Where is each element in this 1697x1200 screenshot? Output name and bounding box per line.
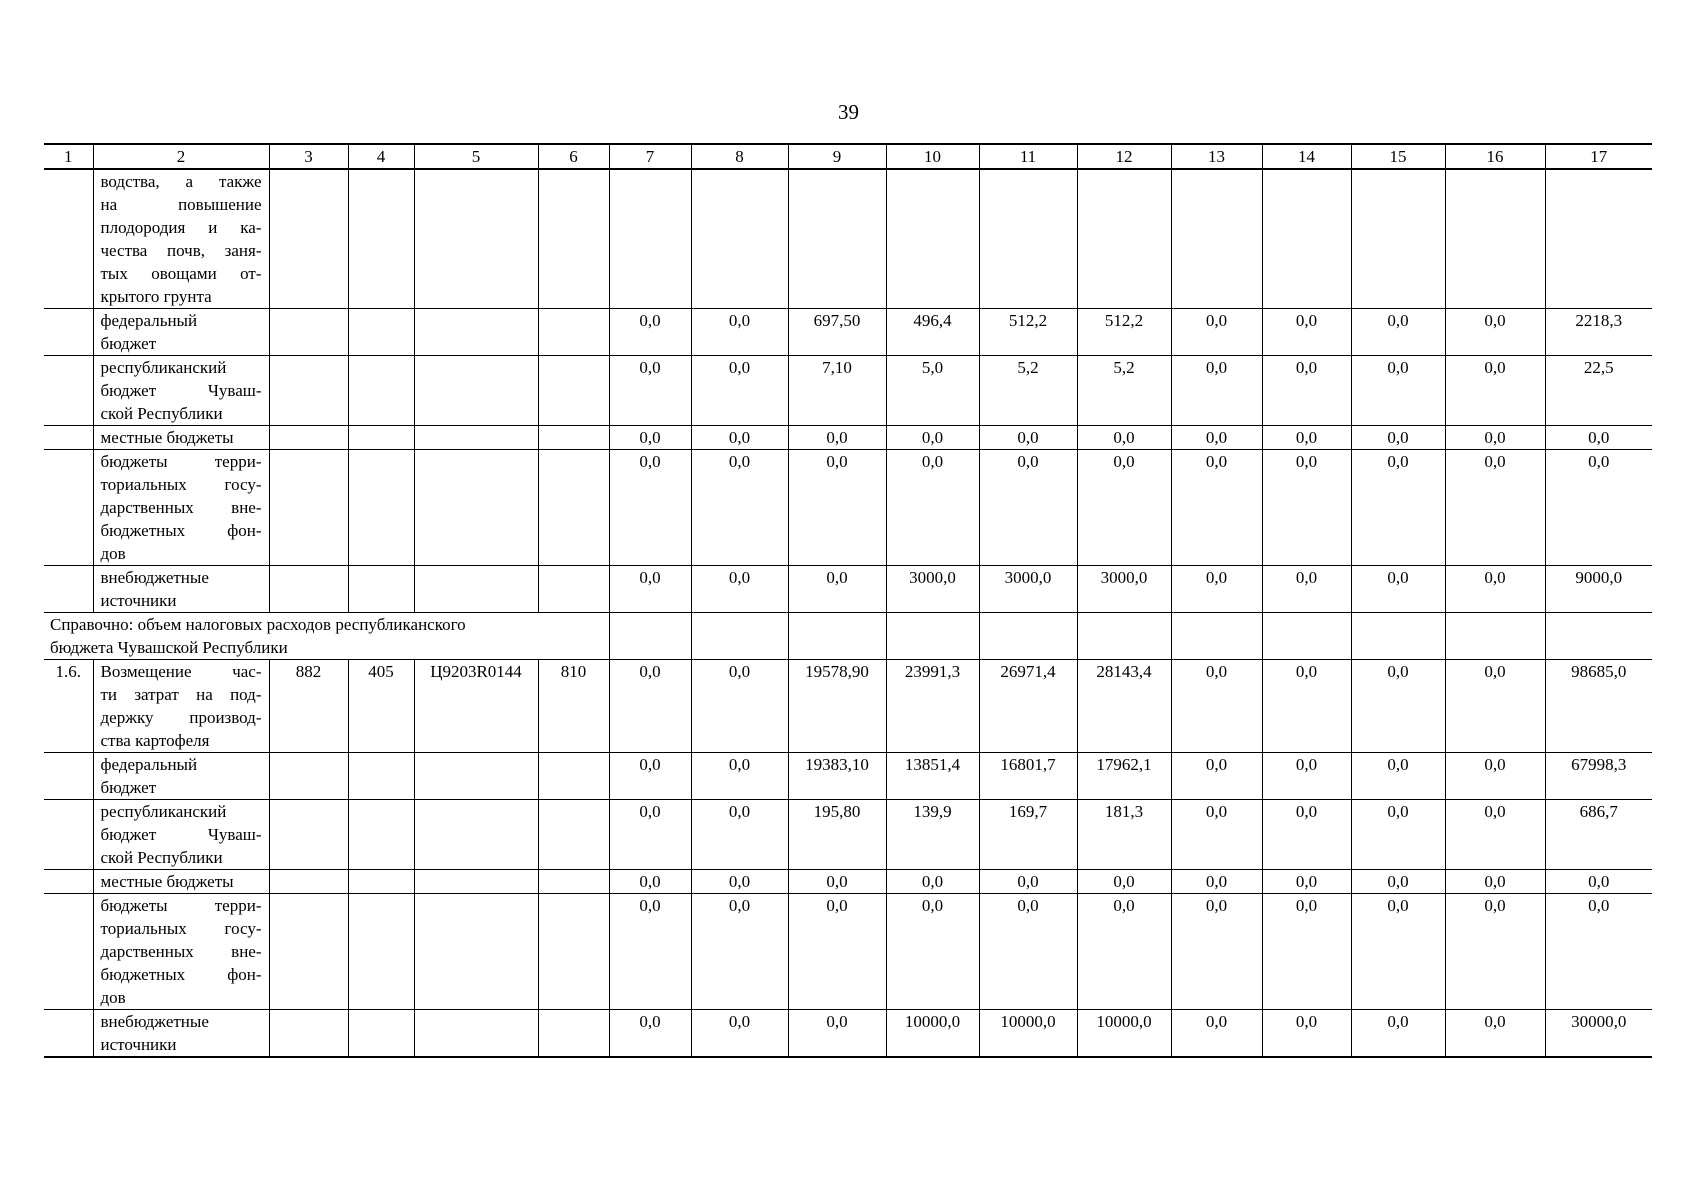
value-cell: 697,50 bbox=[788, 309, 886, 356]
empty-cell bbox=[1171, 169, 1262, 309]
table-row bbox=[44, 566, 1652, 613]
label-line: плодородия и ка- bbox=[100, 218, 262, 237]
value-cell: 3000,0 bbox=[979, 566, 1077, 613]
value-cell: 3000,0 bbox=[886, 566, 979, 613]
empty-cell bbox=[44, 450, 93, 566]
column-header: 15 bbox=[1351, 144, 1445, 169]
column-header: 12 bbox=[1077, 144, 1171, 169]
value-cell: 0,0 bbox=[979, 426, 1077, 450]
note-row bbox=[44, 613, 1652, 660]
empty-cell bbox=[414, 169, 538, 309]
value-cell: 26971,4 bbox=[979, 660, 1077, 753]
value-cell: 0,0 bbox=[691, 870, 788, 894]
table-row bbox=[44, 870, 1652, 894]
label-line: местные бюджеты bbox=[100, 872, 234, 891]
label-line: бюджетных фон- bbox=[100, 965, 262, 984]
column-header: 14 bbox=[1262, 144, 1351, 169]
value-cell: 0,0 bbox=[1545, 426, 1652, 450]
label-line: республиканский bbox=[100, 358, 227, 377]
value-cell: 0,0 bbox=[886, 870, 979, 894]
funding-source bbox=[93, 450, 269, 566]
empty-cell bbox=[269, 1010, 348, 1058]
label-line: держку производ- bbox=[100, 708, 262, 727]
value-cell: 13851,4 bbox=[886, 753, 979, 800]
value-cell: 0,0 bbox=[1171, 1010, 1262, 1058]
empty-cell bbox=[269, 894, 348, 1010]
column-header: 8 bbox=[691, 144, 788, 169]
value-cell: 0,0 bbox=[1171, 870, 1262, 894]
label-line: бюджеты терри- bbox=[100, 452, 262, 471]
empty-cell bbox=[44, 753, 93, 800]
value-cell: 0,0 bbox=[1171, 426, 1262, 450]
value-cell: 0,0 bbox=[1351, 309, 1445, 356]
value-cell: 0,0 bbox=[1171, 800, 1262, 870]
value-cell: 0,0 bbox=[1445, 356, 1545, 426]
empty-cell bbox=[1351, 613, 1445, 660]
value-cell: 0,0 bbox=[886, 894, 979, 1010]
value-cell: 0,0 bbox=[1171, 894, 1262, 1010]
value-cell: 0,0 bbox=[979, 894, 1077, 1010]
empty-cell bbox=[538, 450, 609, 566]
label-line: ториальных госу- bbox=[100, 475, 262, 494]
value-cell: 7,10 bbox=[788, 356, 886, 426]
value-cell: 0,0 bbox=[1351, 426, 1445, 450]
label-line: дов bbox=[100, 544, 126, 563]
empty-cell bbox=[269, 356, 348, 426]
label-line: федеральный bbox=[100, 311, 198, 330]
label-line: бюджет bbox=[100, 778, 157, 797]
value-cell: 0,0 bbox=[1262, 426, 1351, 450]
value-cell: 0,0 bbox=[1545, 894, 1652, 1010]
empty-cell bbox=[348, 169, 414, 309]
empty-cell bbox=[1077, 613, 1171, 660]
empty-cell bbox=[44, 566, 93, 613]
value-cell: 0,0 bbox=[788, 894, 886, 1010]
value-cell: 0,0 bbox=[886, 450, 979, 566]
label-line: местные бюджеты bbox=[100, 428, 234, 447]
value-cell: 17962,1 bbox=[1077, 753, 1171, 800]
label-line: бюджет Чуваш- bbox=[100, 381, 262, 400]
label-line: ской Республики bbox=[100, 404, 223, 423]
empty-cell bbox=[538, 894, 609, 1010]
value-cell: 0,0 bbox=[1077, 870, 1171, 894]
value-cell: 0,0 bbox=[691, 309, 788, 356]
program-title bbox=[93, 169, 269, 309]
value-cell: 0,0 bbox=[691, 450, 788, 566]
value-cell: 0,0 bbox=[1262, 870, 1351, 894]
empty-cell bbox=[348, 309, 414, 356]
value-cell: 0,0 bbox=[1445, 660, 1545, 753]
empty-cell bbox=[44, 309, 93, 356]
column-header: 3 bbox=[269, 144, 348, 169]
empty-cell bbox=[538, 169, 609, 309]
note-line: Справочно: объем налоговых расходов республиканского bbox=[50, 615, 466, 634]
column-header: 17 bbox=[1545, 144, 1652, 169]
value-cell: 2218,3 bbox=[1545, 309, 1652, 356]
funding-source bbox=[93, 426, 269, 450]
column-header: 9 bbox=[788, 144, 886, 169]
value-cell: 0,0 bbox=[1445, 1010, 1545, 1058]
value-cell: 496,4 bbox=[886, 309, 979, 356]
empty-cell bbox=[44, 169, 93, 309]
budget-table bbox=[44, 143, 1652, 1058]
empty-cell bbox=[348, 753, 414, 800]
value-cell: 139,9 bbox=[886, 800, 979, 870]
value-cell: 0,0 bbox=[788, 450, 886, 566]
value-cell: 0,0 bbox=[1351, 660, 1445, 753]
value-cell: 0,0 bbox=[609, 894, 691, 1010]
value-cell: 3000,0 bbox=[1077, 566, 1171, 613]
value-cell: 0,0 bbox=[1351, 753, 1445, 800]
column-header: 4 bbox=[348, 144, 414, 169]
empty-cell bbox=[348, 356, 414, 426]
value-cell: 0,0 bbox=[1171, 450, 1262, 566]
empty-cell bbox=[348, 566, 414, 613]
label-line: внебюджетные bbox=[100, 1012, 209, 1031]
value-cell: 512,2 bbox=[1077, 309, 1171, 356]
value-cell: 0,0 bbox=[1262, 1010, 1351, 1058]
empty-cell bbox=[609, 169, 691, 309]
empty-cell bbox=[414, 870, 538, 894]
value-cell: 0,0 bbox=[1171, 309, 1262, 356]
empty-cell bbox=[44, 870, 93, 894]
value-cell: 0,0 bbox=[1262, 800, 1351, 870]
table-row bbox=[44, 356, 1652, 426]
value-cell: 28143,4 bbox=[1077, 660, 1171, 753]
empty-cell bbox=[414, 356, 538, 426]
value-cell: 0,0 bbox=[691, 894, 788, 1010]
empty-cell bbox=[886, 613, 979, 660]
label-line: дарственных вне- bbox=[100, 498, 262, 517]
empty-cell bbox=[414, 753, 538, 800]
empty-cell bbox=[886, 169, 979, 309]
column-header: 7 bbox=[609, 144, 691, 169]
column-header: 10 bbox=[886, 144, 979, 169]
value-cell: 0,0 bbox=[691, 800, 788, 870]
label-line: чества почв, заня- bbox=[100, 241, 262, 260]
value-cell: 67998,3 bbox=[1545, 753, 1652, 800]
value-cell: 0,0 bbox=[979, 870, 1077, 894]
empty-cell bbox=[44, 894, 93, 1010]
empty-cell bbox=[538, 753, 609, 800]
column-header: 11 bbox=[979, 144, 1077, 169]
program-title bbox=[93, 660, 269, 753]
value-cell: 19578,90 bbox=[788, 660, 886, 753]
empty-cell bbox=[414, 1010, 538, 1058]
label-line: источники bbox=[100, 1035, 177, 1054]
value-cell: 0,0 bbox=[1077, 450, 1171, 566]
label-line: ской Республики bbox=[100, 848, 223, 867]
value-cell: 0,0 bbox=[1171, 356, 1262, 426]
value-cell: 0,0 bbox=[1262, 566, 1351, 613]
value-cell: 0,0 bbox=[788, 566, 886, 613]
empty-cell bbox=[1445, 613, 1545, 660]
table-row bbox=[44, 660, 1652, 753]
label-line: тых овощами от- bbox=[100, 264, 262, 283]
value-cell: 0,0 bbox=[1545, 870, 1652, 894]
value-cell: 0,0 bbox=[1262, 309, 1351, 356]
label-line: внебюджетные bbox=[100, 568, 209, 587]
empty-cell bbox=[269, 800, 348, 870]
empty-cell bbox=[538, 870, 609, 894]
value-cell: 0,0 bbox=[1171, 660, 1262, 753]
column-header: 6 bbox=[538, 144, 609, 169]
value-cell: 0,0 bbox=[788, 426, 886, 450]
value-cell: 0,0 bbox=[1445, 753, 1545, 800]
value-cell: 0,0 bbox=[1262, 660, 1351, 753]
empty-cell bbox=[538, 566, 609, 613]
value-cell: 0,0 bbox=[1445, 426, 1545, 450]
column-header: 5 bbox=[414, 144, 538, 169]
value-cell: 0,0 bbox=[1171, 753, 1262, 800]
value-cell: 0,0 bbox=[1077, 426, 1171, 450]
value-cell: 0,0 bbox=[1545, 450, 1652, 566]
label-line: источники bbox=[100, 591, 177, 610]
value-cell: 0,0 bbox=[1351, 800, 1445, 870]
code-col6: 810 bbox=[538, 660, 609, 753]
column-header: 1 bbox=[44, 144, 93, 169]
value-cell: 0,0 bbox=[788, 1010, 886, 1058]
table-row bbox=[44, 1010, 1652, 1058]
label-line: дов bbox=[100, 988, 126, 1007]
value-cell: 0,0 bbox=[691, 753, 788, 800]
label-line: на повышение bbox=[100, 195, 262, 214]
label-line: бюджет Чуваш- bbox=[100, 825, 262, 844]
empty-cell bbox=[538, 1010, 609, 1058]
value-cell: 0,0 bbox=[609, 309, 691, 356]
label-line: ти затрат на под- bbox=[100, 685, 262, 704]
value-cell: 30000,0 bbox=[1545, 1010, 1652, 1058]
empty-cell bbox=[269, 426, 348, 450]
value-cell: 0,0 bbox=[1445, 894, 1545, 1010]
label-line: ства картофеля bbox=[100, 731, 210, 750]
funding-source bbox=[93, 870, 269, 894]
code-col5: Ц9203R0144 bbox=[414, 660, 538, 753]
value-cell: 195,80 bbox=[788, 800, 886, 870]
value-cell: 0,0 bbox=[691, 356, 788, 426]
value-cell: 0,0 bbox=[609, 660, 691, 753]
funding-source bbox=[93, 800, 269, 870]
empty-cell bbox=[414, 894, 538, 1010]
table-row bbox=[44, 309, 1652, 356]
empty-cell bbox=[348, 1010, 414, 1058]
value-cell: 0,0 bbox=[609, 1010, 691, 1058]
value-cell: 0,0 bbox=[691, 426, 788, 450]
empty-cell bbox=[538, 356, 609, 426]
value-cell: 0,0 bbox=[609, 800, 691, 870]
funding-source bbox=[93, 566, 269, 613]
empty-cell bbox=[538, 309, 609, 356]
value-cell: 0,0 bbox=[609, 870, 691, 894]
empty-cell bbox=[269, 169, 348, 309]
value-cell: 16801,7 bbox=[979, 753, 1077, 800]
empty-cell bbox=[44, 426, 93, 450]
empty-cell bbox=[609, 613, 691, 660]
value-cell: 22,5 bbox=[1545, 356, 1652, 426]
code-col4: 405 bbox=[348, 660, 414, 753]
value-cell: 0,0 bbox=[1445, 800, 1545, 870]
empty-cell bbox=[1545, 169, 1652, 309]
value-cell: 5,2 bbox=[1077, 356, 1171, 426]
label-line: бюджеты терри- bbox=[100, 896, 262, 915]
value-cell: 0,0 bbox=[1351, 894, 1445, 1010]
value-cell: 0,0 bbox=[1351, 870, 1445, 894]
table-row bbox=[44, 753, 1652, 800]
empty-cell bbox=[44, 1010, 93, 1058]
value-cell: 0,0 bbox=[979, 450, 1077, 566]
empty-cell bbox=[348, 450, 414, 566]
empty-cell bbox=[414, 309, 538, 356]
value-cell: 5,2 bbox=[979, 356, 1077, 426]
table-row bbox=[44, 450, 1652, 566]
label-line: ториальных госу- bbox=[100, 919, 262, 938]
value-cell: 0,0 bbox=[1445, 870, 1545, 894]
value-cell: 0,0 bbox=[1351, 356, 1445, 426]
value-cell: 0,0 bbox=[1351, 450, 1445, 566]
label-line: водства, а также bbox=[100, 172, 262, 191]
empty-cell bbox=[348, 894, 414, 1010]
table-row bbox=[44, 426, 1652, 450]
value-cell: 9000,0 bbox=[1545, 566, 1652, 613]
empty-cell bbox=[414, 450, 538, 566]
value-cell: 10000,0 bbox=[979, 1010, 1077, 1058]
empty-cell bbox=[414, 426, 538, 450]
empty-cell bbox=[788, 613, 886, 660]
column-header: 13 bbox=[1171, 144, 1262, 169]
value-cell: 0,0 bbox=[1077, 894, 1171, 1010]
value-cell: 10000,0 bbox=[886, 1010, 979, 1058]
funding-source bbox=[93, 309, 269, 356]
value-cell: 0,0 bbox=[609, 450, 691, 566]
value-cell: 0,0 bbox=[691, 660, 788, 753]
value-cell: 512,2 bbox=[979, 309, 1077, 356]
funding-source bbox=[93, 1010, 269, 1058]
value-cell: 0,0 bbox=[1262, 356, 1351, 426]
funding-source bbox=[93, 753, 269, 800]
value-cell: 0,0 bbox=[1445, 450, 1545, 566]
label-line: Возмещение час- bbox=[100, 662, 262, 681]
item-number: 1.6. bbox=[44, 660, 93, 753]
empty-cell bbox=[1445, 169, 1545, 309]
empty-cell bbox=[348, 870, 414, 894]
value-cell: 0,0 bbox=[1351, 1010, 1445, 1058]
empty-cell bbox=[538, 426, 609, 450]
value-cell: 686,7 bbox=[1545, 800, 1652, 870]
empty-cell bbox=[691, 613, 788, 660]
label-line: федеральный bbox=[100, 755, 198, 774]
value-cell: 0,0 bbox=[1351, 566, 1445, 613]
page-number: 39 bbox=[838, 100, 859, 124]
value-cell: 0,0 bbox=[609, 426, 691, 450]
value-cell: 0,0 bbox=[1171, 566, 1262, 613]
value-cell: 0,0 bbox=[788, 870, 886, 894]
empty-cell bbox=[269, 870, 348, 894]
empty-cell bbox=[1351, 169, 1445, 309]
funding-source bbox=[93, 356, 269, 426]
empty-cell bbox=[414, 800, 538, 870]
code-col3: 882 bbox=[269, 660, 348, 753]
empty-cell bbox=[269, 566, 348, 613]
column-header: 16 bbox=[1445, 144, 1545, 169]
empty-cell bbox=[269, 309, 348, 356]
label-line: бюджетных фон- bbox=[100, 521, 262, 540]
value-cell: 0,0 bbox=[1262, 753, 1351, 800]
empty-cell bbox=[44, 800, 93, 870]
value-cell: 0,0 bbox=[609, 356, 691, 426]
table-row bbox=[44, 169, 1652, 309]
empty-cell bbox=[269, 450, 348, 566]
empty-cell bbox=[1262, 613, 1351, 660]
value-cell: 0,0 bbox=[609, 753, 691, 800]
value-cell: 0,0 bbox=[1262, 894, 1351, 1010]
empty-cell bbox=[691, 169, 788, 309]
value-cell: 0,0 bbox=[886, 426, 979, 450]
label-line: крытого грунта bbox=[100, 287, 212, 306]
label-line: республиканский bbox=[100, 802, 227, 821]
value-cell: 19383,10 bbox=[788, 753, 886, 800]
empty-cell bbox=[1262, 169, 1351, 309]
value-cell: 181,3 bbox=[1077, 800, 1171, 870]
empty-cell bbox=[348, 426, 414, 450]
note-line: бюджета Чувашской Республики bbox=[50, 638, 288, 657]
empty-cell bbox=[979, 169, 1077, 309]
value-cell: 0,0 bbox=[1445, 309, 1545, 356]
value-cell: 23991,3 bbox=[886, 660, 979, 753]
value-cell: 169,7 bbox=[979, 800, 1077, 870]
empty-cell bbox=[1077, 169, 1171, 309]
table-row bbox=[44, 894, 1652, 1010]
value-cell: 0,0 bbox=[1262, 450, 1351, 566]
value-cell: 5,0 bbox=[886, 356, 979, 426]
funding-source bbox=[93, 894, 269, 1010]
value-cell: 0,0 bbox=[691, 566, 788, 613]
empty-cell bbox=[44, 356, 93, 426]
column-header-row bbox=[44, 144, 1652, 169]
label-line: бюджет bbox=[100, 334, 157, 353]
empty-cell bbox=[348, 800, 414, 870]
empty-cell bbox=[538, 800, 609, 870]
empty-cell bbox=[414, 566, 538, 613]
empty-cell bbox=[979, 613, 1077, 660]
empty-cell bbox=[1171, 613, 1262, 660]
value-cell: 98685,0 bbox=[1545, 660, 1652, 753]
value-cell: 10000,0 bbox=[1077, 1010, 1171, 1058]
empty-cell bbox=[1545, 613, 1652, 660]
empty-cell bbox=[269, 753, 348, 800]
empty-cell bbox=[788, 169, 886, 309]
reference-note bbox=[44, 613, 609, 660]
value-cell: 0,0 bbox=[609, 566, 691, 613]
value-cell: 0,0 bbox=[691, 1010, 788, 1058]
value-cell: 0,0 bbox=[1445, 566, 1545, 613]
table-row bbox=[44, 800, 1652, 870]
label-line: дарственных вне- bbox=[100, 942, 262, 961]
column-header: 2 bbox=[93, 144, 269, 169]
